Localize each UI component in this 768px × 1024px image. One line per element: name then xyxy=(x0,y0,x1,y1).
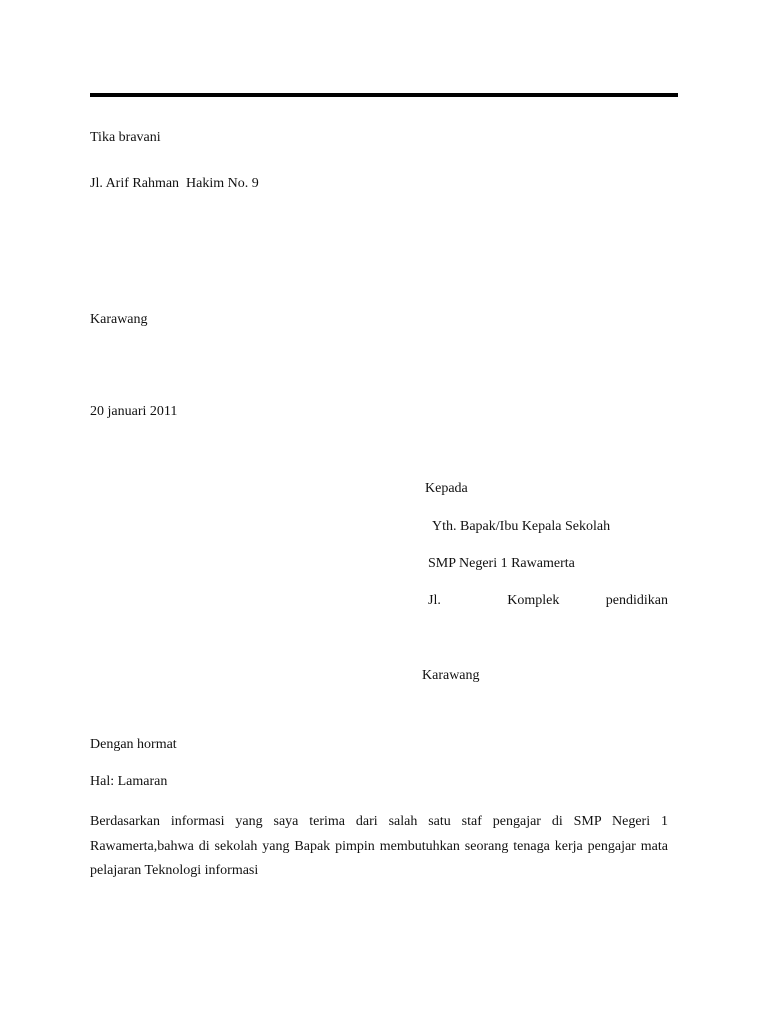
letter-date: 20 januari 2011 xyxy=(90,404,178,419)
recipient-street-pendidikan: pendidikan xyxy=(605,593,668,608)
body-line-1: Berdasarkan informasi yang saya terima dari salah satu staf pengajar di SMP Negeri 1 xyxy=(90,814,668,829)
sender-address: Jl. Arif Rahman Hakim No. 9 xyxy=(90,176,259,191)
recipient-school: SMP Negeri 1 Rawamerta xyxy=(428,556,575,571)
recipient-street-jl: Jl. xyxy=(428,593,441,608)
sender-city: Karawang xyxy=(90,312,148,327)
recipient-city: Karawang xyxy=(422,668,480,683)
body-line-2: Rawamerta,bahwa di sekolah yang Bapak pimpin membutuhkan seorang tenaga kerja pengajar mata xyxy=(90,838,668,854)
recipient-kepada: Kepada xyxy=(425,481,468,496)
recipient-title: Yth. Bapak/Ibu Kepala Sekolah xyxy=(432,519,611,534)
body-line-3: pelajaran Teknologi informasi xyxy=(90,863,259,878)
greeting: Dengan hormat xyxy=(90,737,177,752)
recipient-street-komplek: Komplek xyxy=(507,593,560,608)
body-paragraph xyxy=(90,810,668,884)
recipient-street xyxy=(428,592,668,610)
header-rule xyxy=(90,93,678,97)
sender-name: Tika bravani xyxy=(90,130,161,145)
subject-line: Hal: Lamaran xyxy=(90,774,168,789)
